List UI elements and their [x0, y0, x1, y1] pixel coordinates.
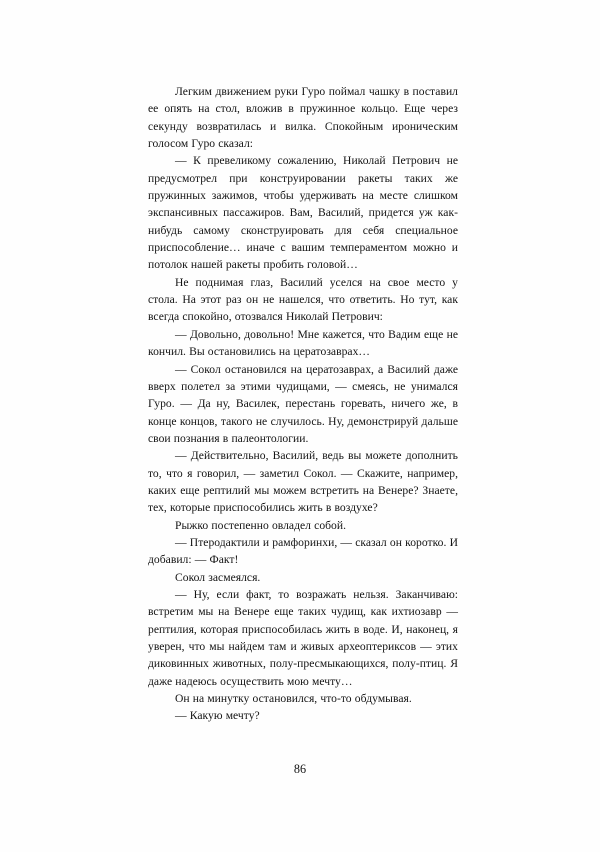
body-paragraph: Рыжко постепенно овладел собой. [175, 518, 347, 532]
body-paragraph: — Ну, если факт, то возражать нельзя. Заканчиваю: встретим мы на Венере еще таких чудищ, как ихтиозавр — рептилия, которая приспособилась жить в воде. И, наконец, я уверен, что мы найдем там и живых археоптериксов — этих диковинных животных, полу-пресмыкающихся, полу-птиц. Я даже надеюсь осуществить мою мечту… [148, 587, 458, 688]
body-paragraph: Не поднимая глаз, Василий уселся на свое место у стола. На этот раз он не нашелся, что ответить. Но тут, как всегда спокойно, отозвался Николай Петрович: [148, 275, 458, 324]
body-paragraph: — Действительно, Василий, ведь вы можете дополнить то, что я говорил, — заметил Сокол. — Скажите, например, каких еще рептилий мы можем встретить на Венере? Знаете, тех, которые приспособились жить в воздухе? [148, 449, 458, 515]
body-paragraph: Легким движением руки Гуро поймал чашку в поставил ее опять на стол, вложив в пружинное кольцо. Еще через секунду возвратилась и вилка. Спокойным ироническим голосом Гуро сказал: [148, 85, 458, 151]
page-text-block [148, 83, 458, 725]
body-paragraph: Сокол засмеялся. [175, 570, 261, 584]
body-paragraph: — Какую мечту? [175, 709, 260, 723]
body-paragraph: — К превеликому сожалению, Николай Петрович не предусмотрел при конструировании ракеты таких же пружинных зажимов, чтобы удерживать на месте слишком экспансивных пассажиров. Вам, Василий, придется уж как-нибудь самому сконструировать для себя специальное приспособление… иначе с вашим темпераментом можно и потолок нашей ракеты пробить головой… [148, 154, 458, 272]
body-paragraph: — Довольно, довольно! Мне кажется, что Вадим еще не кончил. Вы остановились на цератозаврах… [148, 327, 458, 359]
body-paragraph: — Птеродактили и рамфоринхи, — сказал он коротко. И добавил: — Факт! [148, 535, 458, 567]
body-paragraph: Он на минутку остановился, что-то обдумывая. [175, 692, 412, 706]
body-paragraph: — Сокол остановился на цератозаврах, а Василий даже вверх полетел за этими чудищами, — смеясь, не унимался Гуро. — Да ну, Василек, перестань горевать, ничего же, в конце концов, такого не случилось. Ну, демонстрируй дальше свои познания в палеонтологии. [148, 362, 458, 445]
page-number: 86 [293, 762, 307, 776]
